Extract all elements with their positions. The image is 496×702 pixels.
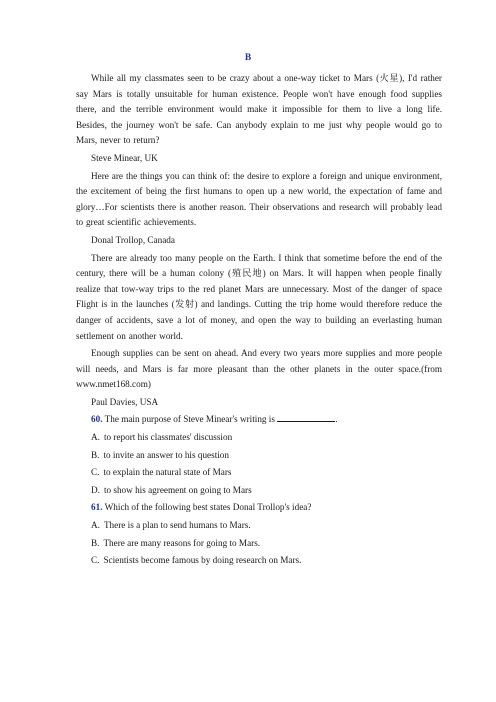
answer-blank xyxy=(277,413,338,425)
option-letter: B. xyxy=(91,537,100,548)
option-text: There are many reasons for going to Mars. xyxy=(103,537,261,548)
question-stem xyxy=(91,412,442,428)
section-heading: B xyxy=(244,53,252,63)
option-text: to show his agreement on going to Mars xyxy=(103,484,252,495)
passage-paragraph-1: While all my classmates seen to be crazy about a one-way ticket to Mars (火星), I'd rather say Mars is totally unsuitable for human existence. People won't have enough food supplies there, and the terrible environment would make it impossible for them to live a long life. Besides, the journey won't be safe. Can anybody explain to me just why people would go to Mars, never to return? xyxy=(76,73,442,146)
option-text: to explain the natural state of Mars xyxy=(103,467,232,478)
option-letter: A. xyxy=(91,432,100,443)
author-signature-3: Paul Davies, USA xyxy=(91,396,159,407)
option-b xyxy=(91,448,442,464)
reading-content xyxy=(76,71,442,571)
option-letter: D. xyxy=(91,484,100,495)
question-text: Which of the following best states Donal Trollop's idea? xyxy=(104,502,312,513)
question-end-punct: . xyxy=(335,414,338,425)
passage-paragraph-3: There are already too many people on the Earth. I think that sometime before the end of the century, there will be a human colony (殖民地) on Mars. It will happen when people finally realize that tow-way trips to the red planet Mars are unnecessary. Most of the danger of space Flight is in the launches (发射) and landings. Cutting the trip home would therefore reduce the danger of accidents, save a lot of money, and open the way to building an everlasting human settlement on another world. xyxy=(76,252,442,341)
question-text: The main purpose of Steve Minear's writing is xyxy=(104,414,275,425)
option-a xyxy=(91,518,442,534)
question-number: 60. xyxy=(91,414,103,425)
option-letter: B. xyxy=(91,449,100,460)
author-signature-2: Donal Trollop, Canada xyxy=(91,234,175,245)
option-b xyxy=(91,536,442,552)
option-c xyxy=(91,465,442,481)
option-letter: A. xyxy=(91,520,100,531)
option-text: to report his classmates' discussion xyxy=(103,432,233,443)
option-text: There is a plan to send humans to Mars. xyxy=(103,520,251,531)
question-60 xyxy=(76,412,442,498)
question-stem xyxy=(91,500,442,516)
option-letter: C. xyxy=(91,555,100,566)
passage-paragraph-2: Here are the things you can think of: the desire to explore a foreign and unique environment, the excitement of being the first humans to open up a new world, the expectation of fame and glory…For scientists there is another reason. Their observations and research will probably lead to great scientific achievements. xyxy=(76,170,442,228)
author-signature-1: Steve Minear, UK xyxy=(91,152,158,163)
option-letter: C. xyxy=(91,467,100,478)
option-c xyxy=(91,553,442,569)
option-text: to invite an answer to his question xyxy=(103,449,229,460)
option-a xyxy=(91,430,442,446)
question-number: 61. xyxy=(91,502,103,513)
question-61 xyxy=(76,500,442,568)
option-d xyxy=(91,483,442,499)
option-text: Scientists become famous by doing research on Mars. xyxy=(103,555,302,566)
passage-paragraph-4: Enough supplies can be sent on ahead. And every two years more supplies and more people will needs, and Mars is far more pleasant than the other planets in the outer space.(from www.nmet168.com) xyxy=(76,348,442,390)
